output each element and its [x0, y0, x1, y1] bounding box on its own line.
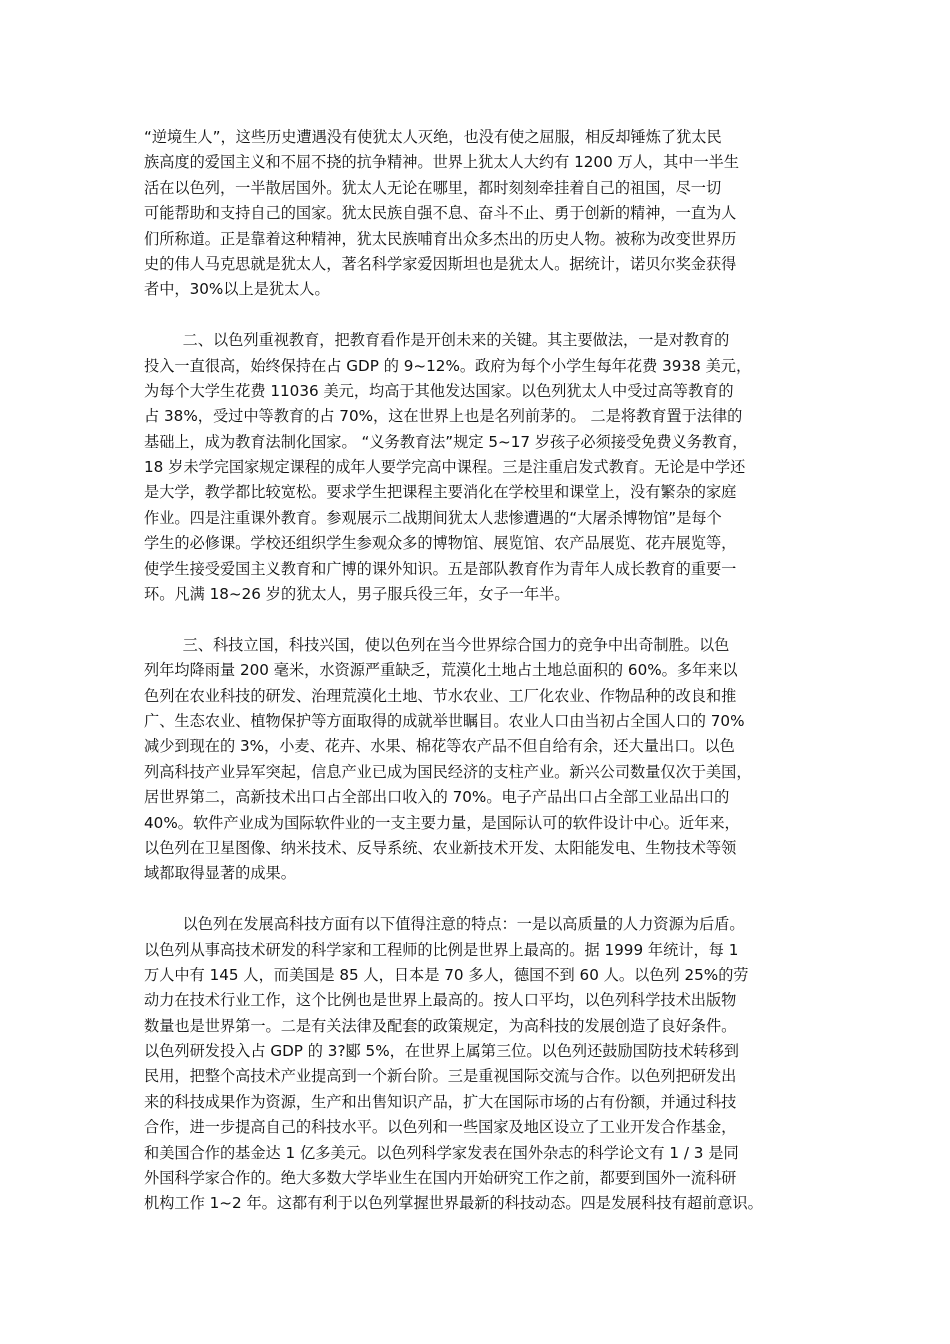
- text-line: 40%。软件产业成为国际软件业的一支主要力量，是国际认可的软件设计中心。近年来，: [144, 813, 740, 832]
- text-line: 史的伟人马克思就是犹太人，著名科学家爱因斯坦也是犹太人。据统计，诺贝尔奖金获得: [144, 254, 737, 273]
- text-line: 使学生接受爱国主义教育和广博的课外知识。五是部队教育作为青年人成长教育的重要一: [144, 559, 737, 578]
- paragraph-4: [144, 912, 820, 1217]
- text-line: 减少到现在的 3%，小麦、花卉、水果、棉花等农产品不但自给有余，还大量出口。以色: [144, 737, 735, 756]
- text-line: 合作，进一步提高自己的科技水平。以色列和一些国家及地区设立了工业开发合作基金，: [144, 1118, 737, 1137]
- text-line: 基础上，成为教育法制化国家。 “义务教育法”规定 5~17 岁孩子必须接受免费义务教育，: [144, 432, 748, 451]
- text-line: 民用，把整个高技术产业提高到一个新台阶。三是重视国际交流与合作。以色列把研发出: [144, 1067, 737, 1086]
- text-line: 活在以色列，一半散居国外。犹太人无论在哪里，都时刻刻牵挂着自己的祖国，尽一切: [144, 178, 722, 197]
- text-line: “逆境生人”，这些历史遭遇没有使犹太人灭绝，也没有使之屈服，相反却锤炼了犹太民: [144, 128, 722, 146]
- text-line: 机构工作 1~2 年。这都有利于以色列掌握世界最新的科技动态。四是发展科技有超前意识。: [144, 1194, 763, 1213]
- text-line: 色列在农业科技的研发、治理荒漠化土地、节水农业、工厂化农业、作物品种的改良和推: [144, 686, 737, 705]
- text-line: 环。凡满 18~26 岁的犹太人，男子服兵役三年，女子一年半。: [144, 585, 570, 604]
- text-line: 列年均降雨量 200 毫米，水资源严重缺乏，荒漠化土地占土地总面积的 60%。多年来以: [144, 661, 738, 680]
- text-line: 们所称道。正是靠着这种精神，犹太民族哺育出众多杰出的历史人物。被称为改变世界历: [144, 229, 737, 248]
- text-line: 以色列从事高技术研发的科学家和工程师的比例是世界上最高的。据 1999 年统计，每 1: [144, 940, 739, 959]
- text-line: 二、以色列重视教育，把教育看作是开创未来的关键。其主要做法，一是对教育的: [144, 331, 730, 350]
- text-line: 外国科学家合作的。绝大多数大学毕业生在国内开始研究工作之前，都要到国外一流科研: [144, 1169, 737, 1188]
- text-line: 以色列在发展高科技方面有以下值得注意的特点：一是以高质量的人力资源为后盾。: [144, 915, 745, 934]
- text-line: 数量也是世界第一。二是有关法律及配套的政策规定，为高科技的发展创造了良好条件。: [144, 1016, 737, 1035]
- text-line: 列高科技产业异军突起，信息产业已成为国民经济的支柱产业。新兴公司数量仅次于美国，: [144, 762, 752, 781]
- text-line: 族高度的爱国主义和不屈不挠的抗争精神。世界上犹太人大约有 1200 万人，其中一半生: [144, 153, 740, 172]
- text-line: 以色列在卫星图像、纳米技术、反导系统、农业新技术开发、太阳能发电、生物技术等领: [144, 838, 737, 857]
- paragraph-2: [144, 328, 820, 607]
- text-line: 者中，30%以上是犹太人。: [144, 280, 330, 299]
- text-line: 来的科技成果作为资源，生产和出售知识产品，扩大在国际市场的占有份额，并通过科技: [144, 1092, 737, 1111]
- paragraph-3: [144, 633, 820, 887]
- text-line: 是大学，教学都比较宽松。要求学生把课程主要消化在学校里和课堂上，没有繁杂的家庭: [144, 483, 737, 502]
- text-line: 可能帮助和支持自己的国家。犹太民族自强不息、奋斗不止、勇于创新的精神，一直为人: [144, 204, 737, 223]
- text-line: 和美国合作的基金达 1 亿多美元。以色列科学家发表在国外杂志的科学论文有 1 / 3 是同: [144, 1143, 739, 1162]
- text-line: 域都取得显著的成果。: [144, 864, 296, 883]
- text-line: 万人中有 145 人，而美国是 85 人，日本是 70 多人，德国不到 60 人。以色列 25%的劳: [144, 965, 749, 984]
- text-line: 以色列研发投入占 GDP 的 3?郾 5%，在世界上属第三位。以色列还鼓励国防技术转移到: [144, 1042, 739, 1061]
- paragraph-1: [144, 125, 820, 303]
- document-body: [144, 125, 820, 1242]
- text-line: 居世界第二，高新技术出口占全部出口收入的 70%。电子产品出口占全部工业品出口的: [144, 788, 730, 807]
- text-line: 动力在技术行业工作，这个比例也是世界上最高的。按人口平均，以色列科学技术出版物: [144, 991, 737, 1010]
- text-line: 占 38%，受过中等教育的占 70%，这在世界上也是名列前茅的。 二是将教育置于法律的: [144, 407, 743, 426]
- text-line: 18 岁未学完国家规定课程的成年人要学完高中课程。三是注重启发式教育。无论是中学还: [144, 458, 746, 477]
- text-line: 三、科技立国，科技兴国，使以色列在当今世界综合国力的竞争中出奇制胜。以色: [144, 635, 730, 654]
- text-line: 为每个大学生花费 11036 美元，均高于其他发达国家。以色列犹太人中受过高等教育的: [144, 381, 734, 400]
- text-line: 学生的必修课。学校还组织学生参观众多的博物馆、展览馆、农产品展览、花卉展览等，: [144, 534, 737, 553]
- text-line: 广、生态农业、植物保护等方面取得的成就举世瞩目。农业人口由当初占全国人口的 70%: [144, 711, 745, 730]
- text-line: 投入一直很高，始终保持在占 GDP 的 9~12%。政府为每个小学生每年花费 3938 美元，: [144, 356, 752, 375]
- text-line: 作业。四是注重课外教育。参观展示二战期间犹太人悲惨遭遇的“大屠杀博物馆”是每个: [144, 508, 722, 527]
